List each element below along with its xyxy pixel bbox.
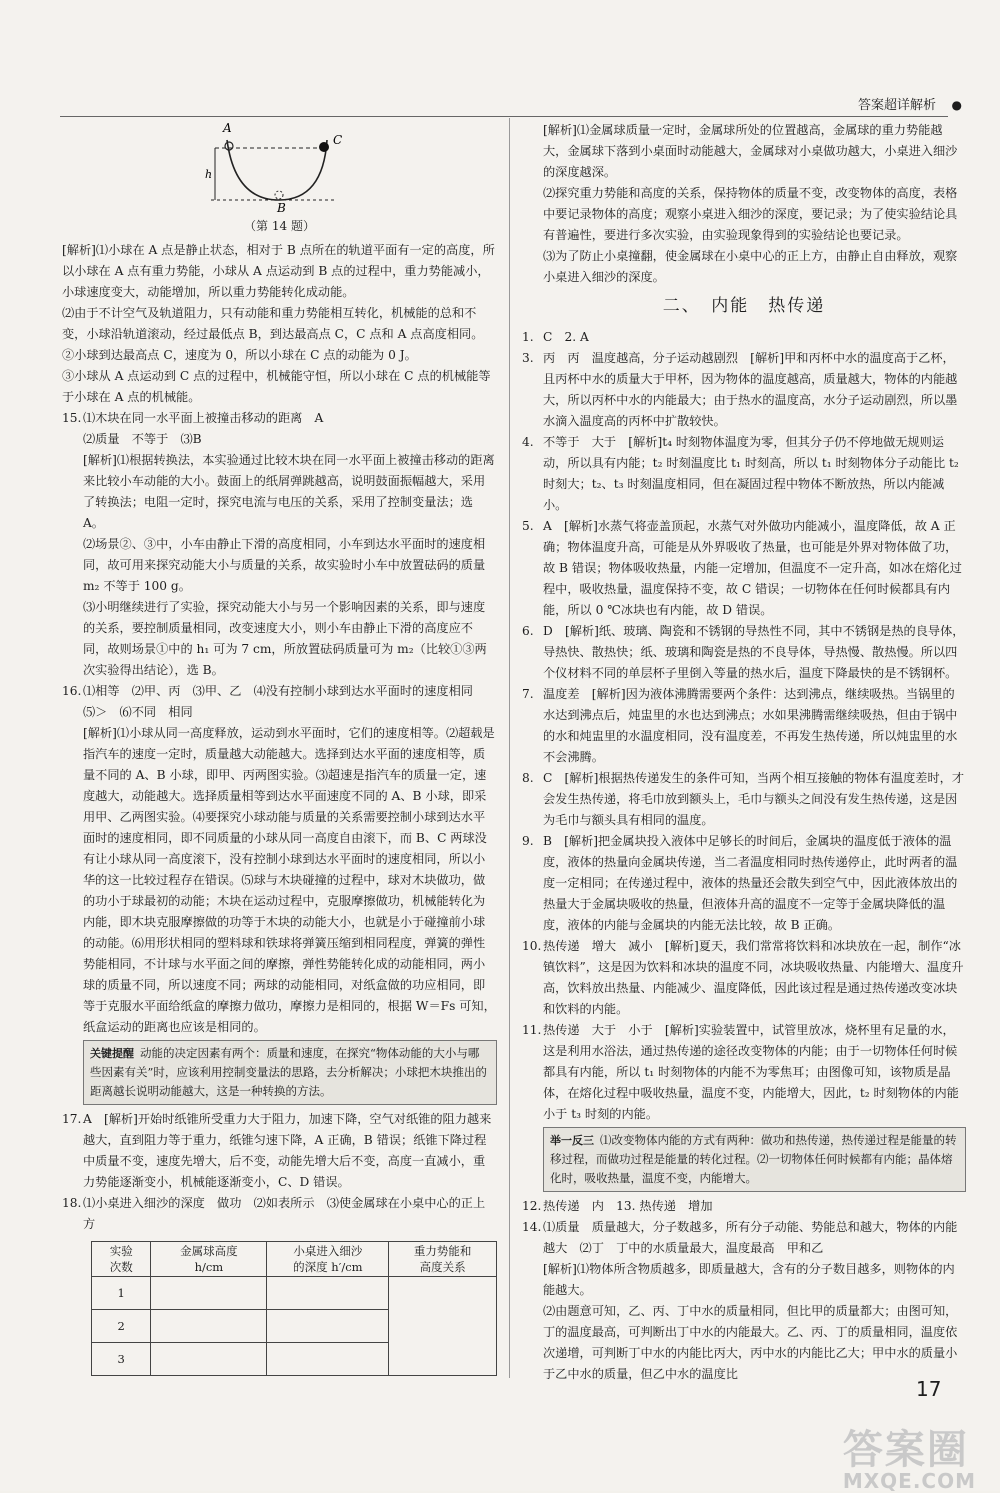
q18-analysis-1: [解析]⑴金属球质量一定时，金属球所处的位置越高，金属球的重力势能越大，金属球下落到小桌面时动能越大，金属球对小桌做功越大，小桌进入细沙的深度越深。 <box>543 123 958 179</box>
label-h: h <box>205 168 213 181</box>
header-rule <box>60 116 948 117</box>
item-text: 热传递 增大 减小 [解析]夏天，我们常常将饮料和冰块放在一起，制作“冰镇饮料”，这是因为饮料和冰块的温度不同，冰块吸收热量、内能增大、温度升高，饮料放出热量、内能减少、温度降低，因此该过程是通过热传递改变冰块和饮料的内能。 <box>543 939 964 1016</box>
table-cell <box>389 1277 497 1376</box>
answer-item <box>522 768 966 831</box>
item-number: 9. <box>522 834 534 848</box>
question-number: 16. <box>62 684 82 698</box>
item-number: 8. <box>522 771 534 785</box>
key-tip-text: 动能的决定因素有两个：质量和速度，在探究“物体动能的大小与哪些因素有关”时，应该利用控制变量法的思路，去分析解决；小球把木块推出的距离越长说明动能越大，这是一种转换的方法。 <box>90 1046 487 1098</box>
q18-analysis-2: ⑵探究重力势能和高度的关系，保持物体的质量不变，改变物体的高度，表格中要记录物体的高度；观察小桌进入细沙的深度，要记录；为了使实验结论具有普遍性，要进行多次实验，由实验现象得到的实验结论也要记录。 <box>543 186 958 242</box>
item-text: C 2. A <box>543 330 589 344</box>
q17-text: A [解析]开始时纸锥所受重力大于阻力，加速下降，空气对纸锥的阻力越来越大，直到阻力等于重力，纸锥匀速下降，A 正确，B 错误；纸锥下降过程中质量不变，速度先增大，后不变，动能先增大后不变，高度一直减小，重力势能逐渐变小，机械能逐渐变小，C、D 错误。 <box>83 1112 492 1189</box>
header-bullet-icon: ● <box>951 98 962 112</box>
left-column <box>62 120 497 1376</box>
table-header-cell: 实验 次数 <box>92 1242 151 1277</box>
item-text: 不等于 大于 [解析]t₄ 时刻物体温度为零，但其分子仍不停地做无规则运动，所以具有内能；t₂ 时刻温度比 t₁ 时刻高，所以 t₁ 时刻物体分子动能比 t₂ 时刻大；t₂、t₃ 时刻温度相同，但在凝固过程中物体不断放热，所以内能减小。 <box>543 435 959 512</box>
item-number: 7. <box>522 687 534 701</box>
item-number: 14. <box>522 1220 542 1234</box>
answer-item <box>522 936 966 1020</box>
q14-analysis-1: [解析]⑴小球在 A 点是静止状态，相对于 B 点所在的轨道平面有一定的高度，所以小球在 A 点有重力势能，小球从 A 点运动到 B 点的过程中，重力势能减小，小球速度变大，动能增加，所以重力势能转化成动能。 <box>62 243 495 299</box>
q16-analysis: [解析]⑴小球从同一高度释放，运动到水平面时，它们的速度相等。⑵超载是指汽车的速度一定时，质量越大动能越大。选择到达水平面的速度相等，质量不同的 A、B 小球，即甲、丙两图实验。⑶超速是指汽车的质量一定，速度越大，动能越大。选择质量相等到达水平面速度不同的 A、B 小球，即采用甲、乙两图实验。⑷要探究小球动能与质量的关系需要控制小球到达水平面时的速度相同，即不同质量的小球从同一高度自由滚下，而 B、C 两球没有让小球从同一高度滚下，没有控制小球到达水平面时的速度相同，所以小华的这一比较过程存在错误。⑸球与木块碰撞的过程中，球对木块做功，做的功小于球最初的动能；木块在运动过程中，克服摩擦做功，机械能转化为内能，即木块克服摩擦做的功等于木块的动能大小，也就是小于碰撞前小球的动能。⑹用形状相同的塑料球和铁球将弹簧压缩到相同程度，弹簧的弹性势能相同，不计球与水平面之间的摩擦，弹性势能转化成的动能相同，两小球的质量不同，所以速度不同；两球的动能相同，对纸盒做的功应相同，即等于克服水平面给纸盒的摩擦力做功，摩擦力是相同的，根据 W＝Fs 可知，纸盒运动的距离也应该是相同的。 <box>83 726 496 1034</box>
experiment-table <box>91 1241 497 1376</box>
table-header-row <box>92 1242 497 1277</box>
table-cell-index: 3 <box>92 1343 151 1376</box>
q15-answer-2: ⑵质量 不等于 ⑶B <box>83 432 202 446</box>
header-title: 答案超详解析 <box>857 98 936 113</box>
question-number: 17. <box>62 1112 82 1126</box>
question-15 <box>62 408 497 681</box>
question-18 <box>62 1193 497 1376</box>
item-text: C [解析]根据热传递发生的条件可知，当两个相互接触的物体有温度差时，才会发生热传递，将毛巾放到额头上，毛巾与额头之间没有发生热传递，这是因为毛巾与额头具有相同的温度。 <box>543 771 965 827</box>
q15-analysis-2: ⑵场景②、③中，小车由静止下滑的高度相同，小车到达水平面时的速度相同，故可用来探究动能大小与质量的关系，故实验时小车中放置砝码的质量 m₂ 不等于 100 g。 <box>83 537 486 593</box>
extend-tip-box <box>543 1127 966 1192</box>
section-title: 二、 内能 热传递 <box>662 296 826 316</box>
track-figure <box>62 120 497 240</box>
item-text: 热传递 内 13. 热传递 增加 <box>543 1199 713 1213</box>
label-c: C <box>333 133 343 147</box>
q18-text: ⑴小桌进入细沙的深度 做功 ⑵如表所示 ⑶使金属球在小桌中心的正上方 <box>83 1196 486 1231</box>
q15-answer: ⑴木块在同一水平面上被撞击移动的距离 A <box>83 411 324 425</box>
ball-at-c <box>319 142 329 152</box>
extend-tip-tag: 举一反三 <box>550 1134 594 1147</box>
answer-item <box>522 432 966 516</box>
right-column <box>522 120 966 1385</box>
answer-item <box>522 348 966 432</box>
item-number: 11. <box>522 1023 542 1037</box>
item-text: 热传递 大于 小于 [解析]实验装置中，试管里放冰，烧杯里有足量的水，这是利用水浴法，通过热传递的途径改变物体的内能；由于一切物体任何时候都具有内能，所以 t₁ 时刻物体的内能不为零焦耳；由图像可知，该物质是晶体，在熔化过程中吸收热量，温度不变，内能增大，因此，t₂ 时刻物体的内能小于 t₃ 时刻的内能。 <box>543 1023 959 1121</box>
table-cell <box>151 1310 267 1343</box>
table-row <box>92 1277 497 1310</box>
q14b-analysis-2: ⑵由题意可知，乙、丙、丁中水的质量相同，但比甲的质量都大；由图可知，丁的温度最高，可判断出丁中水的内能最大。乙、丙、丁的质量相同，温度依次递增，可判断丁中水的内能比丙大，丙中水的内能比乙大；甲中水的质量小于乙中水的质量，但乙中水的温度比 <box>543 1304 958 1381</box>
watermark-line-1: 答案圈 <box>842 1427 969 1473</box>
item-number: 12. <box>522 1199 542 1213</box>
answer-item <box>522 684 966 768</box>
q15-analysis-1: [解析]⑴根据转换法，本实验通过比较木块在同一水平面上被撞击移动的距离来比较小车动能的大小。鼓面上的纸屑弹跳越高，说明鼓面振幅越大，采用了转换法；电阻一定时，探究电流与电压的关系，采用了控制变量法；选 A。 <box>83 453 495 530</box>
table-cell <box>267 1277 389 1310</box>
label-a: A <box>223 121 232 135</box>
q18-analysis-3: ⑶为了防止小桌撞翻，使金属球在小桌中心的正上方，由静止自由释放，观察小桌进入细沙的深度。 <box>543 249 958 284</box>
question-17 <box>62 1109 497 1193</box>
q14-analysis-2: ⑵由于不计空气及轨道阻力，只有动能和重力势能相互转化，机械能的总和不变，小球沿轨道滚动，经过最低点 B，到达最高点 C，C 点和 A 点高度相同。 <box>62 306 484 341</box>
item-text: B [解析]把金属块投入液体中足够长的时间后，金属块的温度低于液体的温度，液体的热量向金属块传递，当二者温度相同时热传递停止，此时两者的温度一定相同；在传递过程中，液体的热量还会散失到空气中，因此液体放出的热量大于金属块吸收的热量，但液体升高的温度不一定等于金属块降低的温度，液体的内能与金属块的内能无法比较，故 B 正确。 <box>543 834 958 932</box>
ball-at-b <box>275 191 283 199</box>
item-text: A [解析]水蒸气将壶盖顶起，水蒸气对外做功内能减小，温度降低，故 A 正确；物体温度升高，可能是从外界吸收了热量，也可能是外界对物体做了功，故 B 错误；物体吸收热量，内能一定增加，但温度不一定升高，如冰在熔化过程中，吸收热量，温度保持不变，故 C 错误；一切物体在任何时候都具有内能，所以 0 ℃冰块也有内能，故 D 错误。 <box>543 519 962 617</box>
answer-item <box>522 1196 966 1217</box>
item-number: 4. <box>522 435 534 449</box>
item-number: 5. <box>522 519 534 533</box>
item-number: 3. <box>522 351 534 365</box>
table-header-cell: 重力势能和 高度关系 <box>389 1242 497 1277</box>
table-cell <box>151 1277 267 1310</box>
answer-item <box>522 621 966 684</box>
figure-caption: （第 14 题） <box>244 219 315 233</box>
q18-analysis <box>522 120 966 288</box>
question-number: 18. <box>62 1196 82 1210</box>
key-tip-box <box>83 1040 497 1105</box>
extend-tip-text: ⑴改变物体内能的方式有两种：做功和热传递，热传递过程是能量的转移过程，而做功过程是能量的转化过程。⑵一切物体任何时候都有内能；晶体熔化时，吸收热量，温度不变，内能增大。 <box>550 1133 957 1185</box>
page-number: 17 <box>916 1377 942 1401</box>
q16-answer: ⑴相等 ⑵甲、丙 ⑶甲、乙 ⑷没有控制小球到达水平面时的速度相同 ⑸＞ ⑹不同 相同 <box>83 684 486 719</box>
table-cell-index: 2 <box>92 1310 151 1343</box>
q15-analysis-3: ⑶小明继续进行了实验，探究动能大小与另一个影响因素的关系，即与速度的关系，要控制质量相同，改变速度大小，则小车由静止下滑的高度应不同，故则场景①中的 h₁ 可为 7 cm，所放置砝码质量可为 m₂（比较①③两次实验得出结论），选 B。 <box>83 600 487 677</box>
question-16 <box>62 681 497 1105</box>
table-header-cell: 金属球高度 h/cm <box>151 1242 267 1277</box>
table-cell <box>267 1343 389 1376</box>
item-number: 1. <box>522 330 534 344</box>
answer-item <box>522 1217 966 1385</box>
answer-item <box>522 1020 966 1125</box>
item-number: 10. <box>522 939 542 953</box>
question-number: 15. <box>62 411 82 425</box>
q14-analysis-4: ③小球从 A 点运动到 C 点的过程中，机械能守恒，所以小球在 C 点的机械能等于小球在 A 点的机械能。 <box>62 369 491 404</box>
track-diagram <box>197 120 347 212</box>
column-divider <box>509 118 510 1378</box>
table-cell <box>151 1343 267 1376</box>
item-text: ⑴质量 质量越大，分子数越多，所有分子动能、势能总和越大，物体的内能越大 ⑵丁 丁中的水质量最大，温度最高 甲和乙 <box>543 1220 958 1255</box>
table-cell <box>267 1310 389 1343</box>
item-text: 温度差 [解析]因为液体沸腾需要两个条件：达到沸点，继续吸热。当锅里的水达到沸点后，炖盅里的水也达到沸点；水如果沸腾需继续吸热，但由于锅中的水和炖盅里的水温度相同，没有温度差，不再发生热传递，所以炖盅里的水不会沸腾。 <box>543 687 958 764</box>
answer-item <box>522 327 966 348</box>
label-b: B <box>277 201 286 212</box>
item-number: 6. <box>522 624 534 638</box>
watermark-line-2: MXQE.COM <box>842 1469 976 1493</box>
table-cell-index: 1 <box>92 1277 151 1310</box>
tip-wrapper <box>522 1127 966 1192</box>
watermark-logo <box>843 1418 976 1493</box>
answer-item <box>522 831 966 936</box>
q14-analysis-3: ②小球到达最高点 C，速度为 0，所以小球在 C 点的动能为 0 J。 <box>62 348 417 362</box>
key-tip-tag: 关键提醒 <box>90 1047 134 1060</box>
table-header-cell: 小桌进入细沙 的深度 h′/cm <box>267 1242 389 1277</box>
item-text: D [解析]纸、玻璃、陶瓷和不锈钢的导热性不同，其中不锈钢是热的良导体，导热快、散热快；纸、玻璃和陶瓷是热的不良导体，导热慢、散热慢。所以四个仪材料不同的单层杯子里倒入等量的热水后，温度下降最快的是不锈钢杯。 <box>543 624 965 680</box>
item-text: 丙 丙 温度越高，分子运动越剧烈 [解析]甲和丙杯中水的温度高于乙杯，且丙杯中水的质量大于甲杯，因为物体的温度越高，质量越大，物体的内能越大，所以丙杯中水的内能最大；由于热水的温度高，水分子运动剧烈，所以墨水滴入温度高的丙杯中扩散较快。 <box>543 351 958 428</box>
q14b-analysis-1: [解析]⑴物体所含物质越多，即质量越大，含有的分子数目越多，则物体的内能越大。 <box>543 1262 955 1297</box>
answer-item <box>522 516 966 621</box>
